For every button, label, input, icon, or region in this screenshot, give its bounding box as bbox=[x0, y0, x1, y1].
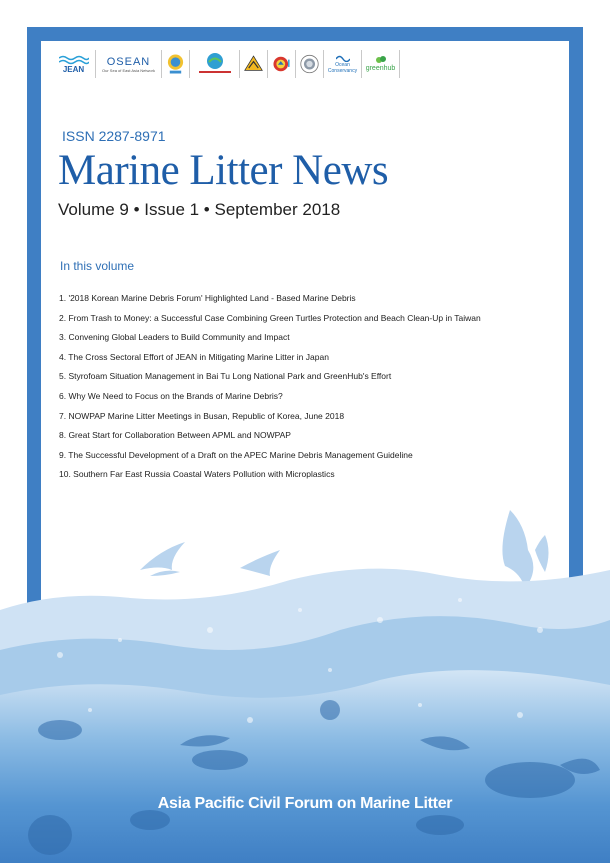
greenhub-logo-text: greenhub bbox=[365, 65, 396, 72]
toc-item[interactable]: 5. Styrofoam Situation Management in Bai Tu Long National Park and GreenHub's Effort bbox=[59, 371, 392, 382]
philippines-emblem-icon bbox=[272, 52, 291, 76]
taiwan-emblem-icon bbox=[166, 53, 185, 75]
partner-logo-strip bbox=[52, 48, 442, 80]
table-of-contents bbox=[59, 292, 481, 488]
toc-item[interactable]: 9. The Successful Development of a Draft on the APEC Marine Debris Management Guideline bbox=[59, 449, 413, 460]
russia-logo bbox=[240, 50, 268, 78]
issn-number: ISSN 2287-8971 bbox=[62, 128, 166, 144]
toc-item[interactable]: 4. The Cross Sectoral Effort of JEAN in Mitigating Marine Litter in Japan bbox=[59, 351, 329, 362]
contents-heading: In this volume bbox=[60, 259, 135, 273]
publisher-name: Asia Pacific Civil Forum on Marine Litter bbox=[157, 795, 453, 812]
osean-logo-subtext: Our Sea of East Asia Network bbox=[102, 67, 155, 73]
russia-emblem-icon bbox=[244, 53, 263, 75]
osean-logo-text: OSEAN bbox=[106, 55, 151, 68]
newsletter-title: Marine Litter News bbox=[58, 147, 389, 194]
china-emblem-icon bbox=[195, 52, 235, 76]
ocean-wave-icon bbox=[336, 54, 350, 62]
korea-logo bbox=[296, 50, 324, 78]
ocean-conservancy-text: Ocean Conservancy bbox=[327, 62, 358, 74]
toc-item[interactable]: 1. '2018 Korean Marine Debris Forum' Highlighted Land - Based Marine Debris bbox=[59, 293, 356, 303]
taiwan-logo bbox=[162, 50, 190, 78]
frame-top-border bbox=[27, 27, 583, 41]
ocean-conservancy-logo bbox=[324, 50, 362, 78]
toc-item[interactable]: 3. Convening Global Leaders to Build Community and Impact bbox=[59, 332, 290, 343]
leaf-icon bbox=[375, 55, 387, 65]
toc-item[interactable]: 6. Why We Need to Focus on the Brands of Marine Debris? bbox=[59, 390, 283, 401]
china-logo bbox=[190, 50, 240, 78]
korea-emblem-icon bbox=[300, 52, 319, 76]
wave-icon bbox=[59, 55, 89, 65]
toc-item[interactable]: 7. NOWPAP Marine Litter Meetings in Busan, Republic of Korea, June 2018 bbox=[59, 410, 345, 421]
toc-item[interactable]: 8. Great Start for Collaboration Between APML and NOWPAP bbox=[59, 430, 291, 441]
jean-logo bbox=[52, 50, 96, 78]
toc-item[interactable]: 10. Southern Far East Russia Coastal Waters Pollution with Microplastics bbox=[59, 469, 335, 480]
osean-logo bbox=[96, 50, 162, 78]
jean-logo-text: JEAN bbox=[62, 64, 85, 74]
philippines-logo bbox=[268, 50, 296, 78]
volume-issue-date: Volume 9 • Issue 1 • September 2018 bbox=[58, 200, 341, 219]
greenhub-logo bbox=[362, 50, 400, 78]
toc-item[interactable]: 2. From Trash to Money: a Successful Case Combining Green Turtles Protection and Beach Clean-Up in Taiwan bbox=[59, 312, 481, 323]
